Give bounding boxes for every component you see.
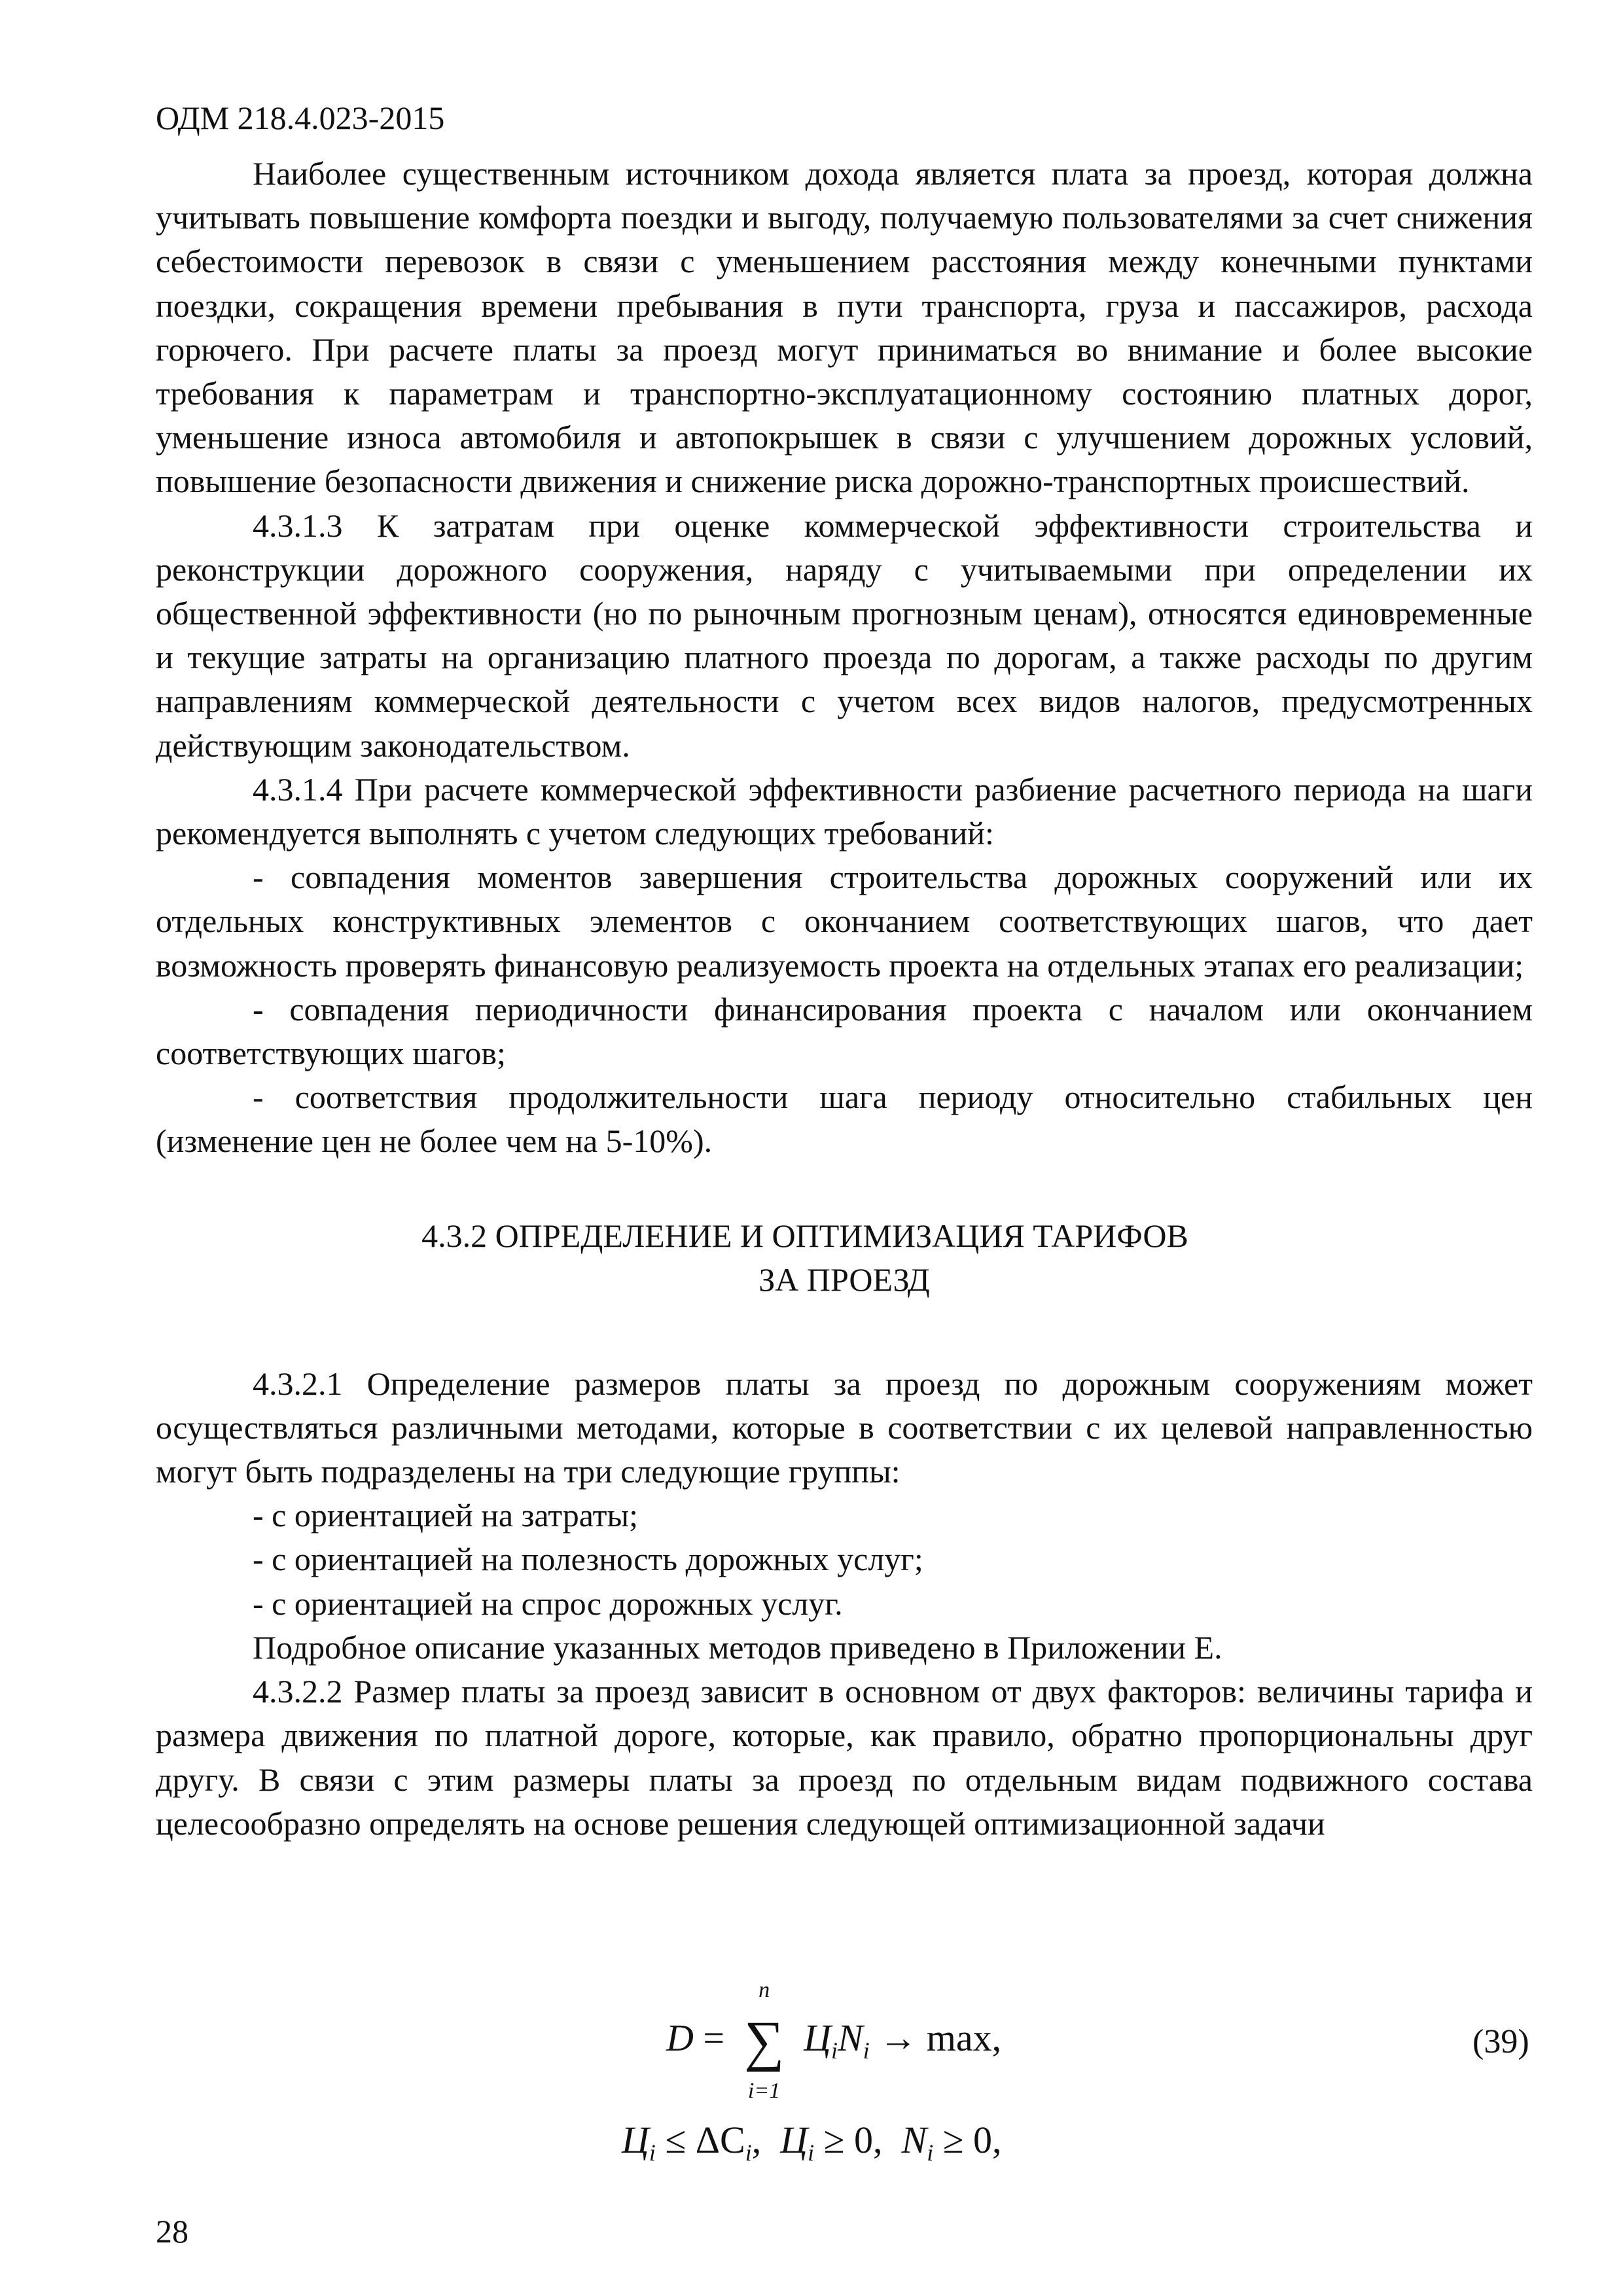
constraint-index: i <box>649 2140 656 2166</box>
equation-number: (39) <box>1472 2023 1529 2060</box>
list-item: - совпадения моментов завершения строительства дорожных сооружений или их отдельных конструктивных элементов с окончанием соответствующих шагов, что дает возможность проверять финансовую реализуемость проекта на отдельных этапах его реализации; <box>156 859 1533 984</box>
constraint-3-operator: ≥ 0, <box>942 2119 1002 2161</box>
paragraph-4-3-1-3: 4.3.1.3 К затратам при оценке коммерческой эффективности строительства и реконструкции дорожного сооружения, наряду с учитываемыми при определении их общественной эффективности (но по рыночным прогнозным ценам), относятся единовременные и текущие затраты на организацию платного проезда по дорогам, а также расходы по другим направлениям коммерческой деятельности с учетом всех видов налогов, предусмотренных действующим законодательством. <box>156 507 1533 764</box>
sum-upper-limit: n <box>758 1978 770 2002</box>
arrow-symbol: → <box>879 2017 918 2059</box>
list-item: - с ориентацией на затраты; <box>253 1497 638 1534</box>
sum-sign: ∑ n i=1 <box>738 2008 791 2073</box>
paragraph-4-3-2-2: 4.3.2.2 Размер платы за проезд зависит в основном от двух факторов: величины тарифа и размера движения по платной дороге, которые, как правило, обратно пропорциональны друг другу. В связи с этим размеры платы за проезд по отдельным видам подвижного состава целесообразно определять на основе решения следующей оптимизационной задачи <box>156 1673 1533 1842</box>
constraint-index: i <box>808 2140 815 2166</box>
section-title-line-1: 4.3.2 ОПРЕДЕЛЕНИЕ И ОПТИМИЗАЦИЯ ТАРИФОВ <box>421 1217 1188 1254</box>
paragraph-income-source: Наиболее существенным источником дохода является плата за проезд, которая должна учитывать повышение комфорта поездки и выгоду, получаемую пользователями за счет снижения себестоимости перевозок в связи с уменьшением расстояния между конечными пунктами поездки, сокращения времени пребывания в пути транспорта, груза и пассажиров, расхода горючего. При расчете платы за проезд могут приниматься во внимание и более высокие требования к параметрам и транспортно-эксплуатационному состоянию платных дорог, уменьшение износа автомобиля и автопокрышек в связи с улучшением дорожных условий, повышение безопасности движения и снижение риска дорожно-транспортных происшествий. <box>156 155 1533 500</box>
section-title <box>156 1214 1533 1302</box>
sum-lower-limit: i=1 <box>747 2079 781 2103</box>
paragraph-appendix-reference: Подробное описание указанных методов приведено в Приложении Е. <box>253 1628 1222 1666</box>
list-item: - совпадения периодичности финансирования проекта с началом или окончанием соответствующих шагов; <box>156 990 1533 1072</box>
equation-equals: = <box>703 2017 725 2059</box>
constraint-tariff-symbol: Ц <box>622 2119 649 2161</box>
constraint-3-symbol: N <box>901 2119 927 2161</box>
document-body <box>156 152 1533 1846</box>
traffic-symbol: N <box>838 2017 863 2059</box>
traffic-index: i <box>863 2037 870 2064</box>
tariff-index: i <box>831 2037 838 2064</box>
page-number: 28 <box>156 2213 188 2250</box>
paragraph-4-3-1-4: 4.3.1.4 При расчете коммерческой эффективности разбиение расчетного периода на шаги рекомендуется выполнять с учетом следующих требований: <box>156 770 1533 852</box>
constraint-index: i <box>927 2140 934 2166</box>
tariff-symbol: Ц <box>804 2017 831 2059</box>
constraint-index: i <box>745 2140 752 2166</box>
constraint-2-symbol: Ц <box>780 2119 808 2161</box>
constraint-1-operator: ≤ ΔC <box>665 2119 745 2161</box>
equation-lhs: D <box>666 2017 694 2059</box>
document-code-header: ОДМ 218.4.023-2015 <box>156 99 445 136</box>
list-item: - соответствия продолжительности шага периоду относительно стабильных цен (изменение цен не более чем на 5-10%). <box>156 1079 1533 1160</box>
document-page: ОДМ 218.4.023-2015 Наиболее существенным источником дохода является плата за проезд, которая должна учитывать повышение комфорта поездки и выгоду, получаемую пользователями за счет снижения себестоимости перевозок в связи с уменьшением расстояния между конечными пунктами поездки, сокращения времени пребывания в пути транспорта, груза и пассажиров, расхода горючего. При расчете платы за проезд могут приниматься во внимание и более высокие требования к параметрам и транспортно-эксплуатационному состоянию платных дорог, уменьшение износа автомобиля и автопокрышек в связи с улучшением дорожных условий, повышение безопасности движения и снижение риска дорожно-транспортных происшествий. 4.3.1.3 К затратам при оценке коммерческой эффективности строительства и реконструкции дорожного сооружения, наряду с учитываемыми при определении их общественной эффективности (но по рыночным прогнозным ценам), относятся единовременные и текущие затраты на организацию платного проезда по дорогам, а также расходы по другим направлениям коммерческой деятельности с учетом всех видов налогов, предусмотренных действующим законодательством. 4.3.1.4 При расчете коммерческой эффективности разбиение расчетного периода на шаги рекомендуется выполнять с учетом следующих требований: - совпадения моментов завершения строительства дорожных сооружений или их отдельных конструктивных элементов с окончанием соответствующих шагов, что дает возможность проверять финансовую реализуемость проекта на отдельных этапах его реализации; - совпадения периодичности финансирования проекта с началом или окончанием соответствующих шагов; - соответствия продолжительности шага периоду относительно стабильных цен (изменение цен не более чем на 5-10%). 4.3.2 ОПРЕДЕЛЕНИЕ И ОПТИМИЗАЦИЯ ТАРИФОВ ЗА ПРОЕЗД 4.3.2.1 Определение размеров платы за проезд по дорожным сооружениям может осуществляться различными методами, которые в соответствии с их целевой направленностью могут быть подразделены на три следующие группы: - с ориентацией на затраты; - с ориентацией на полезность дорожных услуг; - с ориентацией на спрос дорожных услуг. Подробное описание указанных методов приведено в Приложении Е. 4.3.2.2 Размер платы за проезд зависит в основном от двух факторов: величины тарифа и размера движения по платной дороге, которые, как правило, обратно пропорциональны друг другу. В связи с этим размеры платы за проезд по отдельным видам подвижного состава целесообразно определять на основе решения следующей оптимизационной задачи D = ∑ n i=1 $Ц_iN_i \to \max$, (39) $Ц_i \le \Delta C_i$, $Ц_i \ge 0$, $N_i \ge 0$, 28 <box>156 99 1533 2250</box>
list-item: - с ориентацией на полезность дорожных услуг; <box>253 1541 923 1578</box>
objective-max: max, <box>926 2017 1002 2059</box>
list-item: - с ориентацией на спрос дорожных услуг. <box>253 1585 843 1622</box>
section-title-line-2: ЗА ПРОЕЗД <box>758 1261 930 1298</box>
paragraph-4-3-2-1: 4.3.2.1 Определение размеров платы за проезд по дорожным сооружениям может осуществляться различными методами, которые в соответствии с их целевой направленностью могут быть подразделены на три следующие группы: <box>156 1365 1533 1490</box>
constraint-2-operator: ≥ 0, <box>823 2119 883 2161</box>
